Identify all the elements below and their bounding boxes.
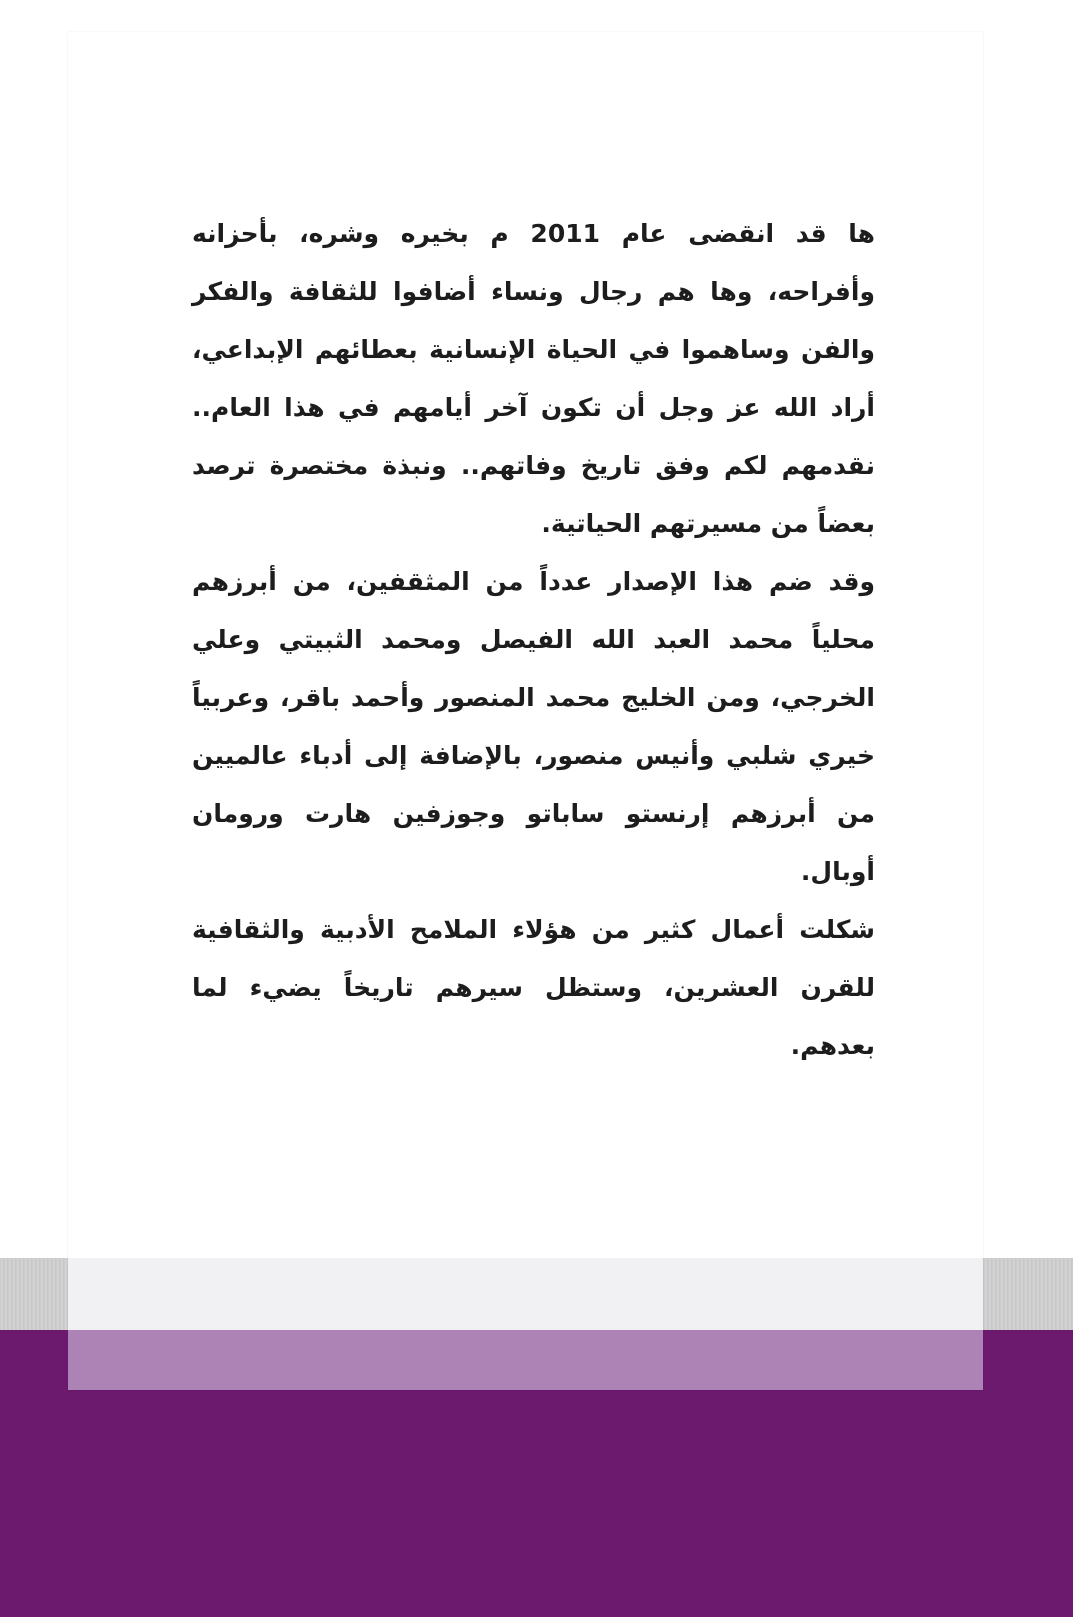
back-cover-text (192, 205, 875, 1075)
panel-gray-overlay (68, 1258, 983, 1330)
panel-purple-overlay (68, 1330, 983, 1390)
paragraph-closing: شكلت أعمال كثير من هؤلاء الملامح الأدبية والثقافية للقرن العشرين، وستظل سيرهم تاريخاً يضيء لما بعدهم. (192, 915, 875, 1060)
paragraph-intro: ها قد انقضى عام 2011 م بخيره وشره، بأحزانه وأفراحه، وها هم رجال ونساء أضافوا للثقافة والفكر والفن وساهموا في الحياة الإنسانية بعطائهم الإبداعي، أراد الله عز وجل أن تكون آخر أيامهم في هذا العام.. نقدمهم لكم وفق تاريخ وفاتهم.. ونبذة مختصرة ترصد بعضاً من مسيرتهم الحياتية. (192, 219, 875, 538)
paragraph-authors: وقد ضم هذا الإصدار عدداً من المثقفين، من أبرزهم محلياً محمد العبد الله الفيصل ومحمد الثبيتي وعلي الخرجي، ومن الخليج محمد المنصور وأحمد باقر، وعربياً خيري شلبي وأنيس منصور، بالإضافة إلى أدباء عالميين من أبرزهم إرنستو ساباتو وجوزفين هارت ورومان أوبال. (192, 567, 875, 886)
